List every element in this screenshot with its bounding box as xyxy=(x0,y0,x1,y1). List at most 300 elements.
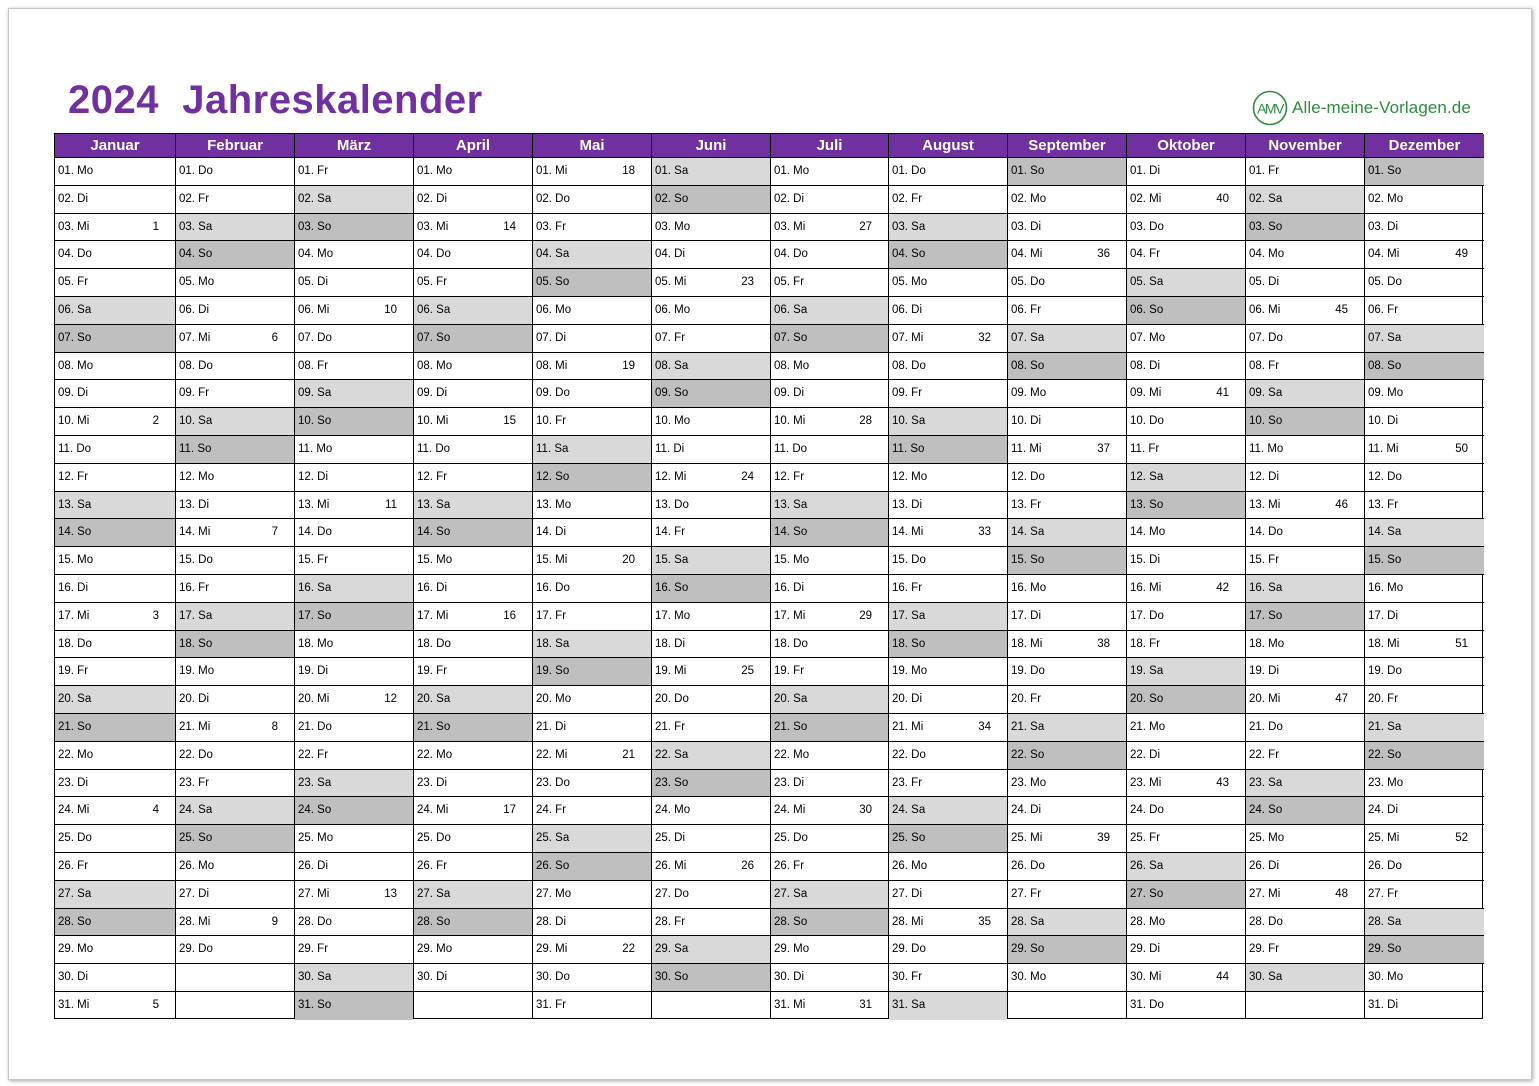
day-cell xyxy=(55,492,175,520)
day-label: 05. Di xyxy=(298,276,329,289)
day-cell xyxy=(889,658,1007,686)
day-cell xyxy=(176,353,294,381)
day-label: 28. Sa xyxy=(1368,915,1402,928)
day-label: 24. Sa xyxy=(892,804,926,817)
day-label: 06. Mo xyxy=(655,303,691,316)
day-label: 28. Fr xyxy=(655,915,686,928)
day-label: 15. Fr xyxy=(1249,554,1280,567)
day-cell xyxy=(652,519,770,547)
day-label: 15. Mo xyxy=(774,554,810,567)
day-label: 14. Mi xyxy=(892,526,924,539)
day-cell xyxy=(1246,742,1364,770)
week-number: 14 xyxy=(503,220,516,233)
day-cell xyxy=(771,269,888,297)
day-label: 08. Mo xyxy=(417,359,453,372)
day-cell xyxy=(1246,380,1364,408)
day-label: 11. Do xyxy=(58,442,92,455)
day-label: 26. Fr xyxy=(417,859,448,872)
day-cell xyxy=(533,297,651,325)
day-cell xyxy=(55,158,175,186)
day-label: 13. Di xyxy=(179,498,210,511)
day-cell xyxy=(176,714,294,742)
day-cell xyxy=(1008,936,1126,964)
day-cell xyxy=(889,436,1007,464)
week-number: 42 xyxy=(1216,581,1229,594)
day-cell xyxy=(176,380,294,408)
day-cell xyxy=(771,881,888,909)
day-label: 21. Do xyxy=(1249,720,1283,733)
day-label: 03. Sa xyxy=(179,220,213,233)
day-label: 13. Di xyxy=(892,498,923,511)
day-label: 21. Fr xyxy=(655,720,686,733)
day-label: 22. Mo xyxy=(774,748,810,761)
day-label: 27. Sa xyxy=(417,887,451,900)
day-label: 12. Do xyxy=(1011,470,1045,483)
day-label: 27. Mi xyxy=(1249,887,1281,900)
day-label: 24. Sa xyxy=(179,804,213,817)
day-cell xyxy=(1365,631,1484,659)
day-cell xyxy=(295,825,413,853)
day-cell xyxy=(1127,714,1245,742)
day-cell xyxy=(414,853,532,881)
day-label: 04. Do xyxy=(417,248,451,261)
day-label: 30. Sa xyxy=(298,971,332,984)
day-label: 17. Di xyxy=(1368,609,1399,622)
day-label: 15. Mo xyxy=(58,554,94,567)
day-cell xyxy=(295,380,413,408)
day-label: 22. Do xyxy=(892,748,926,761)
day-label: 14. So xyxy=(774,526,808,539)
day-cell xyxy=(771,158,888,186)
day-cell xyxy=(176,519,294,547)
day-cell xyxy=(414,380,532,408)
day-label: 22. Fr xyxy=(1249,748,1280,761)
day-cell xyxy=(1365,686,1484,714)
day-cell xyxy=(1365,464,1484,492)
day-label: 27. Sa xyxy=(58,887,92,900)
day-cell xyxy=(533,269,651,297)
day-cell xyxy=(652,770,770,798)
day-label: 17. Sa xyxy=(179,609,213,622)
day-label: 26. Fr xyxy=(58,859,89,872)
day-label: 25. Mi xyxy=(1011,832,1043,845)
day-cell xyxy=(652,686,770,714)
day-label: 05. Fr xyxy=(58,276,89,289)
day-cell xyxy=(533,909,651,937)
day-label: 04. Mo xyxy=(298,248,334,261)
day-label: 02. So xyxy=(655,192,689,205)
day-label: 28. Mo xyxy=(1130,915,1166,928)
day-label: 17. Mi xyxy=(58,609,90,622)
day-cell xyxy=(414,158,532,186)
day-cell xyxy=(533,241,651,269)
day-cell xyxy=(176,881,294,909)
day-label: 18. So xyxy=(892,637,926,650)
day-label: 07. So xyxy=(58,331,92,344)
day-label: 17. Do xyxy=(1130,609,1164,622)
day-cell xyxy=(55,936,175,964)
day-cell xyxy=(1365,770,1484,798)
week-number: 6 xyxy=(271,331,278,344)
day-label: 20. Fr xyxy=(1011,693,1042,706)
day-cell xyxy=(533,464,651,492)
day-cell xyxy=(1246,603,1364,631)
month-column xyxy=(771,134,889,1018)
day-cell xyxy=(1127,992,1245,1020)
day-cell xyxy=(295,158,413,186)
day-cell xyxy=(1246,464,1364,492)
day-label: 22. So xyxy=(1011,748,1045,761)
day-label: 30. Fr xyxy=(892,971,923,984)
day-cell xyxy=(55,742,175,770)
day-cell xyxy=(771,658,888,686)
day-cell xyxy=(1127,797,1245,825)
day-label: 13. Mo xyxy=(536,498,572,511)
day-label: 31. Di xyxy=(1368,998,1399,1011)
day-cell xyxy=(1246,631,1364,659)
day-label: 25. Mo xyxy=(298,832,334,845)
day-cell xyxy=(295,353,413,381)
week-number: 7 xyxy=(271,526,278,539)
day-cell xyxy=(1127,575,1245,603)
day-label: 03. Mi xyxy=(58,220,90,233)
day-label: 11. Di xyxy=(655,442,685,455)
day-cell xyxy=(889,686,1007,714)
day-cell xyxy=(652,241,770,269)
day-label: 30. So xyxy=(655,971,689,984)
day-label: 12. Di xyxy=(1249,470,1280,483)
day-label: 09. Di xyxy=(774,387,805,400)
day-cell xyxy=(889,380,1007,408)
day-label: 08. Fr xyxy=(298,359,329,372)
day-cell xyxy=(533,964,651,992)
day-cell xyxy=(889,325,1007,353)
day-cell xyxy=(414,631,532,659)
day-label: 07. Sa xyxy=(1368,331,1402,344)
day-label: 03. So xyxy=(298,220,332,233)
day-label: 04. So xyxy=(179,248,213,261)
day-label: 01. Do xyxy=(179,165,213,177)
day-cell xyxy=(533,881,651,909)
day-cell xyxy=(1008,686,1126,714)
day-label: 23. Sa xyxy=(1249,776,1283,789)
day-label: 12. Fr xyxy=(58,470,89,483)
day-label: 23. Fr xyxy=(179,776,210,789)
day-cell xyxy=(1246,436,1364,464)
day-cell xyxy=(295,881,413,909)
day-label: 15. Sa xyxy=(655,554,689,567)
day-cell xyxy=(1246,770,1364,798)
day-label: 02. Do xyxy=(536,192,570,205)
day-label: 23. Di xyxy=(774,776,805,789)
day-label: 06. Sa xyxy=(774,303,808,316)
day-cell xyxy=(533,853,651,881)
day-cell xyxy=(414,547,532,575)
day-cell xyxy=(533,936,651,964)
day-label: 09. Sa xyxy=(298,387,332,400)
day-label: 08. So xyxy=(1011,359,1045,372)
day-cell xyxy=(771,464,888,492)
day-label: 20. Sa xyxy=(417,693,451,706)
day-cell xyxy=(533,436,651,464)
day-cell xyxy=(1246,797,1364,825)
day-cell xyxy=(1246,158,1364,186)
day-label: 13. Fr xyxy=(1368,498,1399,511)
day-label: 11. Mi xyxy=(1368,442,1399,455)
day-label: 11. Mo xyxy=(298,442,333,455)
day-label: 14. Mo xyxy=(1130,526,1166,539)
day-cell xyxy=(771,909,888,937)
day-cell xyxy=(295,936,413,964)
day-cell xyxy=(652,492,770,520)
day-cell xyxy=(1246,714,1364,742)
day-label: 22. Mo xyxy=(417,748,453,761)
day-cell xyxy=(295,992,413,1020)
week-number: 12 xyxy=(384,693,397,706)
day-cell xyxy=(414,519,532,547)
day-cell xyxy=(1127,519,1245,547)
day-cell xyxy=(55,714,175,742)
week-number: 30 xyxy=(859,804,872,817)
day-cell xyxy=(652,603,770,631)
day-cell xyxy=(1365,742,1484,770)
week-number: 52 xyxy=(1455,832,1468,845)
day-label: 27. Mo xyxy=(536,887,572,900)
day-label: 14. Fr xyxy=(655,526,686,539)
day-label: 06. Mi xyxy=(298,303,330,316)
day-label: 06. Di xyxy=(179,303,210,316)
day-cell xyxy=(1008,714,1126,742)
day-label: 17. Fr xyxy=(536,609,567,622)
day-label: 15. Do xyxy=(892,554,926,567)
day-cell xyxy=(1365,797,1484,825)
day-label: 14. Sa xyxy=(1368,526,1402,539)
day-label: 24. Mi xyxy=(774,804,806,817)
day-label: 27. Do xyxy=(655,887,689,900)
day-cell xyxy=(414,241,532,269)
day-label: 03. Mi xyxy=(774,220,806,233)
day-cell xyxy=(1008,603,1126,631)
day-cell xyxy=(1365,436,1484,464)
day-label: 16. Di xyxy=(58,581,89,594)
day-cell xyxy=(176,325,294,353)
day-cell xyxy=(889,575,1007,603)
day-label: 01. Fr xyxy=(1249,165,1280,177)
day-label: 04. Do xyxy=(58,248,92,261)
day-cell xyxy=(652,325,770,353)
day-cell xyxy=(55,853,175,881)
day-cell xyxy=(1008,241,1126,269)
day-label: 10. Di xyxy=(1011,415,1042,428)
day-cell xyxy=(652,186,770,214)
day-cell xyxy=(1127,742,1245,770)
day-cell xyxy=(1127,241,1245,269)
day-label: 12. Di xyxy=(298,470,329,483)
day-label: 08. Di xyxy=(1130,359,1161,372)
day-cell xyxy=(176,742,294,770)
day-label: 14. Mi xyxy=(179,526,211,539)
day-label: 29. Fr xyxy=(1249,943,1280,956)
day-label: 01. So xyxy=(1011,165,1045,177)
day-label: 05. Do xyxy=(1368,276,1402,289)
day-cell xyxy=(1127,658,1245,686)
day-cell xyxy=(1246,964,1364,992)
day-cell xyxy=(1008,297,1126,325)
day-cell xyxy=(771,936,888,964)
day-label: 03. Di xyxy=(1011,220,1042,233)
day-cell xyxy=(889,353,1007,381)
day-cell xyxy=(55,408,175,436)
week-number: 41 xyxy=(1216,387,1229,400)
week-number: 18 xyxy=(622,165,635,177)
day-label: 23. Fr xyxy=(892,776,923,789)
day-label: 10. Do xyxy=(1130,415,1164,428)
day-label: 28. Do xyxy=(298,915,332,928)
day-label: 26. Do xyxy=(1368,859,1402,872)
day-cell xyxy=(1008,547,1126,575)
day-cell xyxy=(1246,686,1364,714)
day-cell xyxy=(176,492,294,520)
day-label: 22. Do xyxy=(179,748,213,761)
month-column xyxy=(1246,134,1365,1018)
day-label: 17. Mi xyxy=(417,609,449,622)
month-header: Mai xyxy=(533,134,651,158)
day-cell xyxy=(771,380,888,408)
day-cell xyxy=(1008,770,1126,798)
day-cell xyxy=(176,992,294,1020)
day-cell xyxy=(771,547,888,575)
day-cell xyxy=(1127,964,1245,992)
week-number: 25 xyxy=(741,665,754,678)
day-label: 08. Fr xyxy=(1249,359,1280,372)
day-cell xyxy=(1127,631,1245,659)
day-cell xyxy=(889,909,1007,937)
day-cell xyxy=(1008,909,1126,937)
day-cell xyxy=(533,575,651,603)
day-label: 24. So xyxy=(1249,804,1283,817)
day-label: 27. Sa xyxy=(774,887,808,900)
day-cell xyxy=(176,464,294,492)
day-label: 24. Mi xyxy=(417,804,449,817)
day-label: 15. Do xyxy=(179,554,213,567)
day-cell xyxy=(1365,214,1484,242)
day-label: 09. Sa xyxy=(1249,387,1283,400)
day-label: 03. Fr xyxy=(536,220,567,233)
day-cell xyxy=(1246,214,1364,242)
day-label: 24. Mi xyxy=(58,804,90,817)
day-label: 21. Di xyxy=(536,720,567,733)
day-label: 10. Mi xyxy=(774,415,806,428)
day-cell xyxy=(533,380,651,408)
day-cell xyxy=(889,408,1007,436)
day-cell xyxy=(533,658,651,686)
day-label: 12. Do xyxy=(1368,470,1402,483)
day-label: 05. Mi xyxy=(655,276,687,289)
day-label: 04. Mi xyxy=(1011,248,1043,261)
day-cell xyxy=(771,214,888,242)
month-header: Juli xyxy=(771,134,888,158)
day-cell xyxy=(414,658,532,686)
day-cell xyxy=(1008,269,1126,297)
week-number: 27 xyxy=(859,220,872,233)
day-label: 18. Mi xyxy=(1368,637,1400,650)
day-label: 29. Do xyxy=(179,943,213,956)
day-cell xyxy=(414,686,532,714)
day-label: 10. Mi xyxy=(58,415,90,428)
day-label: 24. Do xyxy=(1130,804,1164,817)
day-label: 19. Fr xyxy=(417,665,448,678)
day-cell xyxy=(176,436,294,464)
week-number: 5 xyxy=(152,998,159,1011)
day-cell xyxy=(533,603,651,631)
day-cell xyxy=(1365,575,1484,603)
day-cell xyxy=(1246,186,1364,214)
day-cell xyxy=(295,575,413,603)
brand-logo[interactable] xyxy=(1252,88,1482,128)
day-cell xyxy=(771,297,888,325)
day-label: 29. Di xyxy=(1130,943,1161,956)
day-label: 13. Do xyxy=(655,498,689,511)
day-cell xyxy=(771,353,888,381)
day-cell xyxy=(1008,992,1126,1020)
day-label: 21. So xyxy=(774,720,808,733)
day-label: 24. So xyxy=(298,804,332,817)
day-cell xyxy=(55,658,175,686)
day-cell xyxy=(1365,158,1484,186)
day-label: 25. Do xyxy=(417,832,451,845)
day-label: 08. Sa xyxy=(655,359,689,372)
day-label: 23. Do xyxy=(536,776,570,789)
day-label: 20. Sa xyxy=(58,693,92,706)
day-cell xyxy=(652,964,770,992)
day-cell xyxy=(55,964,175,992)
day-label: 05. Do xyxy=(1011,276,1045,289)
day-label: 17. Mi xyxy=(774,609,806,622)
day-label: 14. Sa xyxy=(1011,526,1045,539)
day-cell xyxy=(533,797,651,825)
month-column xyxy=(1127,134,1246,1018)
month-header: Oktober xyxy=(1127,134,1245,158)
week-number: 29 xyxy=(859,609,872,622)
day-label: 30. Di xyxy=(58,971,89,984)
day-label: 20. Sa xyxy=(774,693,808,706)
day-cell xyxy=(889,214,1007,242)
day-cell xyxy=(652,408,770,436)
day-label: 29. Mo xyxy=(417,943,453,956)
day-cell xyxy=(176,909,294,937)
day-label: 25. Mi xyxy=(1368,832,1400,845)
day-cell xyxy=(1246,658,1364,686)
day-cell xyxy=(176,575,294,603)
day-cell xyxy=(176,853,294,881)
day-label: 30. Sa xyxy=(1249,971,1283,984)
day-label: 21. So xyxy=(58,720,92,733)
day-cell xyxy=(55,464,175,492)
day-cell xyxy=(1365,492,1484,520)
day-cell xyxy=(55,269,175,297)
day-label: 27. So xyxy=(1130,887,1164,900)
day-cell xyxy=(55,214,175,242)
day-label: 18. Fr xyxy=(1130,637,1161,650)
day-label: 17. Di xyxy=(1011,609,1042,622)
day-cell xyxy=(771,575,888,603)
week-number: 3 xyxy=(152,609,159,622)
day-label: 15. Mi xyxy=(536,554,568,567)
month-column xyxy=(55,134,176,1018)
day-cell xyxy=(771,603,888,631)
day-label: 18. Di xyxy=(655,637,686,650)
day-cell xyxy=(652,742,770,770)
